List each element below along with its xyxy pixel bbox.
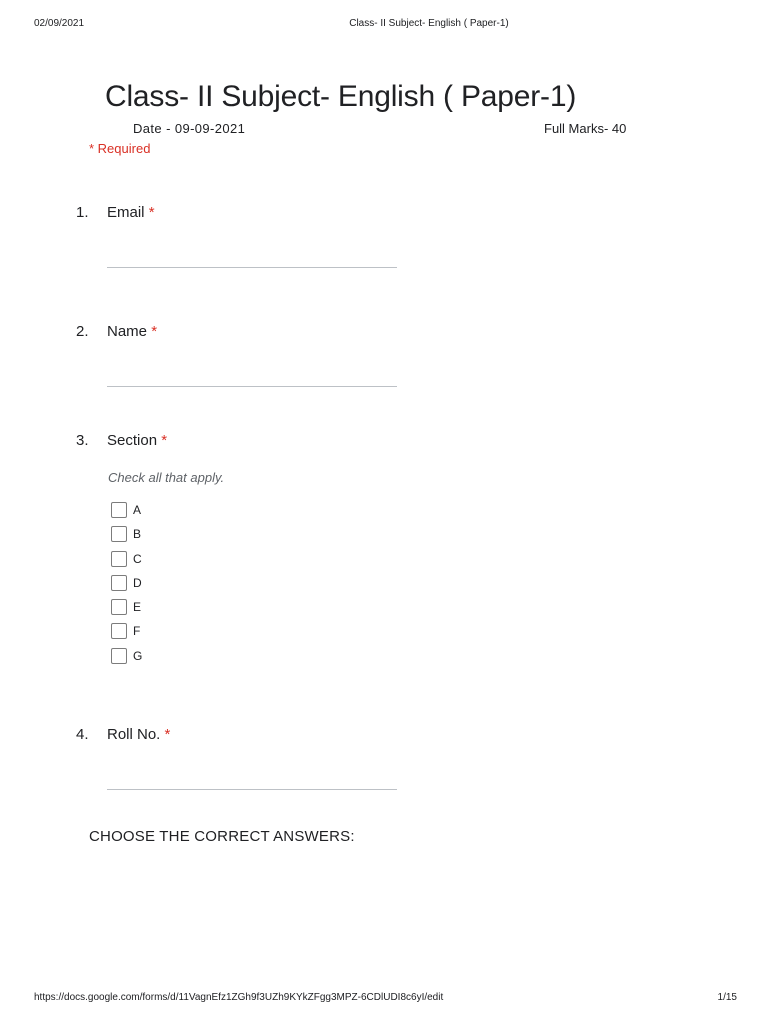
checkbox[interactable] [111,502,127,518]
form-description-marks: Full Marks- 40 [544,121,627,136]
option-label: F [133,624,141,638]
checkbox[interactable] [111,599,127,615]
option-label: A [133,503,142,517]
question-label-roll [107,726,170,743]
name-field[interactable] [107,386,397,387]
section-option-g[interactable] [111,647,142,665]
question-title-name: Name [107,323,148,340]
required-asterisk: * [151,323,158,340]
checkbox[interactable] [111,623,127,639]
option-label: B [133,527,142,541]
required-asterisk: * [148,204,155,221]
question-number-email: 1. [76,204,89,221]
question-number-name: 2. [76,323,89,340]
question-label-name [107,323,157,340]
section-option-f[interactable] [111,622,140,640]
section-option-d[interactable] [111,574,142,592]
section-option-e[interactable] [111,598,141,616]
question-number-section: 3. [76,432,89,449]
question-title-email: Email [107,204,145,221]
required-asterisk: * [164,726,171,743]
form-title: Class- II Subject- English ( Paper-1) [105,80,577,113]
question-label-email [107,204,155,221]
section-hint: Check all that apply. [108,470,225,485]
section-heading: CHOOSE THE CORRECT ANSWERS: [89,828,355,845]
checkbox[interactable] [111,575,127,591]
option-label: C [133,552,142,566]
option-label: E [133,600,142,614]
print-header-date: 02/09/2021 [34,18,85,29]
question-title-section: Section [107,432,158,449]
option-label: D [133,576,142,590]
option-label: G [133,649,143,663]
print-header-title: Class- II Subject- English ( Paper-1) [349,18,509,29]
required-asterisk: * [161,432,168,449]
question-label-section [107,432,167,449]
section-option-a[interactable] [111,501,141,519]
section-option-b[interactable] [111,525,141,543]
question-number-roll: 4. [76,726,89,743]
print-footer-url: https://docs.google.com/forms/d/11VagnEfz1ZGh9f3UZh9KYkZFgg3MPZ-6CDlUDI8c6yI/edit [34,992,444,1003]
checkbox[interactable] [111,551,127,567]
form-description-date: Date - 09-09-2021 [133,121,246,136]
roll-no-field[interactable] [107,789,397,790]
checkbox[interactable] [111,526,127,542]
question-title-roll: Roll No. [107,726,161,743]
print-footer-page: 1/15 [717,992,737,1003]
required-note: * Required [89,141,151,156]
section-option-c[interactable] [111,550,142,568]
email-field[interactable] [107,267,397,268]
checkbox[interactable] [111,648,127,664]
